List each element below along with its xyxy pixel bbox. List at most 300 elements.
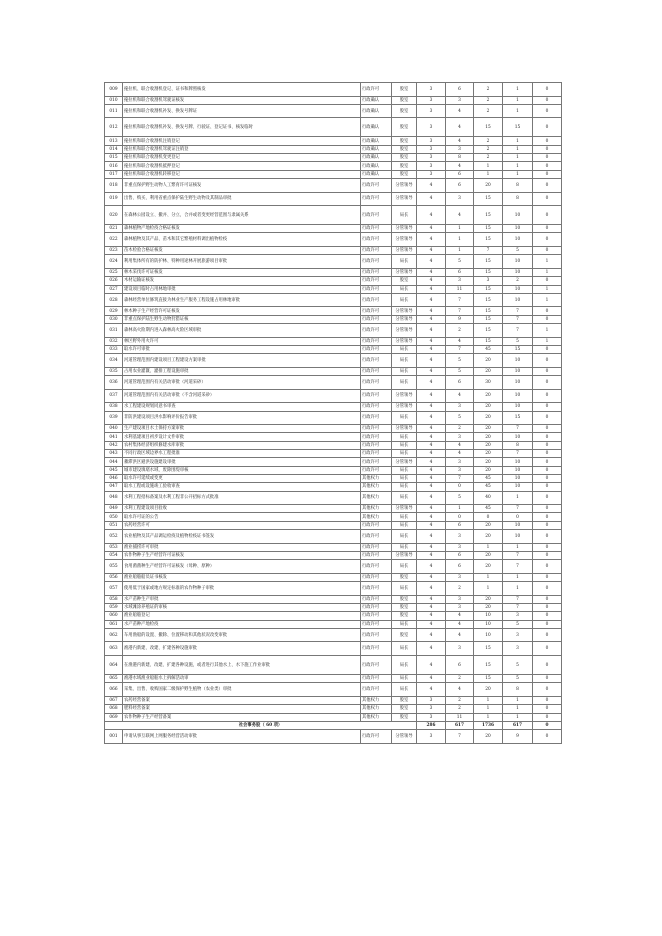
cell-type: 行政许可 [361,441,392,449]
cell-c: 10 [474,628,503,642]
cell-c: 20 [474,403,503,411]
cell-e: 0 [533,604,562,612]
cell-b: 4 [446,162,474,170]
cell-no: 015 [105,154,123,162]
cell-no: 045 [105,466,123,474]
cell-e: 0 [533,675,562,683]
cell-name: 水利工程招标备案及水利工程非公开招标方式批准 [123,491,361,505]
cell-c: 1 [474,543,503,551]
table-row [105,367,562,375]
cell-name: 农业植物及其产品调运检疫及植物检疫证书签发 [123,530,361,544]
cell-a: 4 [417,425,446,433]
cell-e: 0 [533,403,562,411]
cell-level: 分管领导 [392,307,417,315]
cell-level: 局长 [392,582,417,596]
cell-type: 行政许可 [361,83,392,97]
cell-c: 15 [474,656,503,675]
cell-no: 051 [105,521,123,529]
cell-level: 股室 [392,104,417,118]
table-row [105,483,562,491]
cell-level: 分管领导 [392,315,417,323]
cell-level: 分管领导 [392,337,417,345]
cell-level: 局长 [392,656,417,675]
cell-no: 054 [105,551,123,559]
cell-d: 15 [503,345,533,353]
table-row [105,595,562,603]
cell-d: 3 [503,612,533,620]
cell-d: 10 [503,285,533,293]
cell-d: 10 [503,225,533,233]
cell-b: 3 [446,458,474,466]
cell-name: 申请从事互联网上网服务经营活动审批 [123,730,361,744]
cell-name: 拖拉机和联合收割机补发、换发号牌证 [123,104,361,118]
cell-c: 2 [474,137,503,145]
cell-name: 林木采伐许可证核发 [123,268,361,276]
cell-a: 4 [417,675,446,683]
table-row [105,293,562,307]
cell-d: 10 [503,293,533,307]
cell-e: 0 [533,530,562,544]
cell-a: 3 [417,104,446,118]
cell-name: 出售、购买、利用省重点保护陆生野生动物及其制品审批 [123,192,361,206]
cell-c: 15 [474,315,503,323]
cell-b: 11 [446,285,474,293]
cell-level: 股室 [392,154,417,162]
cell-a: 4 [417,376,446,390]
table-row [105,178,562,192]
cell-a: 4 [417,337,446,345]
cell-level: 局长 [392,483,417,491]
cell-level: 股室 [392,96,417,104]
cell-a: 4 [417,551,446,559]
cell-b: 3 [446,573,474,581]
cell-name: 拖拉机和联合收割机注销登记 [123,137,361,145]
cell-c: 2 [474,104,503,118]
cell-e: 0 [533,247,562,255]
cell-level: 分管领导 [392,178,417,192]
cell-d: 10 [503,403,533,411]
cell-type: 其他权力 [361,696,392,704]
cell-d: 10 [503,367,533,375]
cell-no: 017 [105,170,123,178]
cell-e: 0 [533,656,562,675]
cell-a: 4 [417,543,446,551]
cell-e: 0 [533,642,562,656]
table-row [105,137,562,145]
cell-e: 0 [533,521,562,529]
cell-b: 4 [446,450,474,458]
cell-d: 10 [503,521,533,529]
cell-c: 10 [474,620,503,628]
cell-name: 使用低于国家或地方规定标准的农作物种子审批 [123,582,361,596]
cell-c: 20 [474,367,503,375]
cell-type: 其他权力 [361,513,392,521]
cell-level: 股室 [392,705,417,713]
cell-e: 0 [533,145,562,153]
cell-level: 局长 [392,206,417,225]
cell-a: 3 [417,118,446,137]
cell-level: 局长 [392,642,417,656]
cell-a: 3 [417,162,446,170]
cell-type: 行政许可 [361,433,392,441]
cell-a: 4 [417,474,446,482]
table-row [105,307,562,315]
cell-b: 5 [446,491,474,505]
table-row [105,145,562,153]
cell-name: 拖拉机和联合收割机驾驶证核发 [123,96,361,104]
cell-name: 在渔港内新建、改建、扩建各种设施，或者进行其他水上、水下施工作业审批 [123,656,361,675]
cell-no: 049 [105,505,123,513]
cell-c: 15 [474,293,503,307]
cell-name: 拖拉机和联合收割机补发、换发号牌、行驶证、登记证书、核发临时 [123,118,361,137]
cell-no: 031 [105,324,123,338]
cell-b: 4 [446,118,474,137]
cell-b: 5 [446,354,474,368]
cell-level: 分管领导 [392,268,417,276]
cell-b: 3 [446,530,474,544]
cell-d: 9 [503,730,533,744]
cell-level: 股室 [392,145,417,153]
cell-level: 分管领导 [392,389,417,403]
summary-row [105,721,562,729]
cell-level: 股室 [392,713,417,721]
cell-name: 水产苗种产地检疫 [123,620,361,628]
cell-type: 行政确认 [361,96,392,104]
cell-name: 苗木检验合格证核发 [123,247,361,255]
cell-c: 15 [474,675,503,683]
cell-d: 1 [503,170,533,178]
cell-level: 分管领导 [392,324,417,338]
cell-type: 行政许可 [361,675,392,683]
cell-type: 行政许可 [361,178,392,192]
cell-no: 022 [105,233,123,247]
cell-type: 行政许可 [361,560,392,574]
cell-c: 10 [474,612,503,620]
cell-no: 056 [105,573,123,581]
cell-level: 股室 [392,573,417,581]
cell-e: 0 [533,560,562,574]
cell-no: 039 [105,411,123,425]
table-row [105,560,562,574]
cell-type: 行政许可 [361,255,392,269]
cell-e: 0 [533,595,562,603]
cell-level: 股室 [392,696,417,704]
cell-d: 8 [503,683,533,697]
cell-e: 1 [533,255,562,269]
cell-e: 0 [533,425,562,433]
cell-d: 5 [503,675,533,683]
cell-a: 4 [417,450,446,458]
cell-d: 7 [503,324,533,338]
cell-a: 4 [417,683,446,697]
cell-c: 45 [474,474,503,482]
cell-type: 行政许可 [361,233,392,247]
cell-name: 取水工程或设施竣工验收审查 [123,483,361,491]
cell-type: 其他权力 [361,705,392,713]
cell-d: 5 [503,337,533,345]
cell-d: 1 [503,96,533,104]
cell-no: 048 [105,491,123,505]
cell-e: 0 [533,367,562,375]
table-row [105,411,562,425]
cell-name: 蓄滞洪区避洪设施建设审批 [123,458,361,466]
cell-c: 15 [474,268,503,276]
cell-no: 016 [105,162,123,170]
table-row [105,403,562,411]
cell-b: 3 [446,604,474,612]
cell-no: 027 [105,285,123,293]
cell-no: 060 [105,612,123,620]
cell-d: 10 [503,530,533,544]
cell-no: 028 [105,293,123,307]
cell-no: 034 [105,354,123,368]
cell-d: 5 [503,656,533,675]
cell-b: 4 [446,104,474,118]
cell-e: 0 [533,620,562,628]
cell-c: 20 [474,604,503,612]
cell-e: 0 [533,376,562,390]
cell-name: 林木种子生产经营许可证核发 [123,307,361,315]
summary-label: 社会事务股（ 60 项） [105,721,417,729]
cell-b: 3 [446,192,474,206]
cell-a: 4 [417,411,446,425]
cell-name: 渔业船舶船员证书核发 [123,573,361,581]
cell-a: 4 [417,324,446,338]
cell-name: 肥料经营备案 [123,705,361,713]
cell-a: 4 [417,293,446,307]
cell-e: 0 [533,118,562,137]
cell-c: 20 [474,683,503,697]
cell-d: 10 [503,376,533,390]
cell-level: 分管领导 [392,225,417,233]
cell-no: 059 [105,604,123,612]
cell-d: 0 [503,513,533,521]
cell-a: 3 [417,96,446,104]
cell-a: 4 [417,345,446,353]
table-row [105,675,562,683]
cell-e: 0 [533,178,562,192]
cell-level: 股室 [392,595,417,603]
cell-level: 股室 [392,170,417,178]
table-row [105,337,562,345]
cell-no: 068 [105,705,123,713]
cell-type: 行政许可 [361,458,392,466]
cell-a: 4 [417,307,446,315]
cell-b: 3 [446,403,474,411]
cell-level: 局长 [392,255,417,269]
cell-name: 不同行政区域边界水工程批准 [123,450,361,458]
cell-c: 20 [474,530,503,544]
table-row [105,255,562,269]
cell-no: 014 [105,145,123,153]
cell-name: 森林植物及其产品、苗木和其它繁殖材料调出植物检疫 [123,233,361,247]
cell-name: 渔业船舶登记 [123,612,361,620]
cell-level: 局长 [392,433,417,441]
cell-e: 0 [533,573,562,581]
cell-a: 3 [417,713,446,721]
cell-no: 032 [105,337,123,345]
cell-c: 20 [474,730,503,744]
cell-no: 013 [105,137,123,145]
cell-b: 6 [446,170,474,178]
cell-name: 农作物种子生产经营备案 [123,713,361,721]
cell-d: 10 [503,474,533,482]
cell-type: 行政许可 [361,573,392,581]
cell-type: 行政许可 [361,683,392,697]
cell-b: 3 [446,543,474,551]
table-row [105,96,562,104]
table-row [105,225,562,233]
cell-b: 6 [446,560,474,574]
cell-a: 3 [417,154,446,162]
table-row [105,628,562,642]
cell-name: 森林经营单位修筑直接为林业生产服务工程设施占用林地审批 [123,293,361,307]
table-row [105,441,562,449]
cell-e: 0 [533,551,562,559]
cell-level: 局长 [392,376,417,390]
cell-d: 1 [503,137,533,145]
cell-a: 4 [417,530,446,544]
cell-b: 7 [446,345,474,353]
table-body [105,83,562,744]
cell-c: 20 [474,354,503,368]
cell-b: 6 [446,83,474,97]
table-row [105,277,562,285]
cell-a: 4 [417,491,446,505]
summary-d: 617 [503,721,533,729]
cell-a: 4 [417,604,446,612]
cell-d: 3 [503,628,533,642]
cell-b: 0 [446,483,474,491]
cell-no: 023 [105,247,123,255]
cell-type: 行政许可 [361,192,392,206]
cell-c: 0 [474,513,503,521]
cell-c: 1 [474,162,503,170]
cell-e: 1 [533,337,562,345]
cell-a: 4 [417,620,446,628]
cell-c: 3 [474,277,503,285]
cell-name: 渔业捕捞许可审批 [123,543,361,551]
cell-no: 035 [105,367,123,375]
cell-level: 局长 [392,683,417,697]
cell-name: 农村集体经济组织修建水库审批 [123,441,361,449]
cell-name: 农药经营许可 [123,521,361,529]
table-row [105,345,562,353]
cell-name: 拖拉机和联合收割机抵押登记 [123,162,361,170]
cell-level: 股室 [392,612,417,620]
table-row [105,513,562,521]
cell-level: 分管领导 [392,551,417,559]
cell-no: 042 [105,441,123,449]
table-row [105,604,562,612]
cell-type: 行政许可 [361,466,392,474]
cell-d: 10 [503,233,533,247]
cell-b: 2 [446,696,474,704]
cell-a: 4 [417,595,446,603]
cell-e: 0 [533,411,562,425]
cell-type: 行政确认 [361,162,392,170]
cell-c: 15 [474,324,503,338]
cell-c: 15 [474,118,503,137]
cell-d: 8 [503,178,533,192]
cell-e: 0 [533,466,562,474]
cell-b: 3 [446,145,474,153]
cell-no: 033 [105,345,123,353]
cell-type: 行政许可 [361,315,392,323]
table-row [105,206,562,225]
cell-c: 2 [474,83,503,97]
table-row [105,433,562,441]
cell-b: 1 [446,225,474,233]
table-row [105,730,562,744]
cell-d: 7 [503,307,533,315]
cell-type: 行政许可 [361,337,392,345]
cell-d: 5 [503,620,533,628]
cell-e: 0 [533,730,562,744]
cell-type: 行政许可 [361,376,392,390]
cell-e: 0 [533,628,562,642]
cell-e: 0 [533,458,562,466]
cell-e: 0 [533,315,562,323]
cell-no: 025 [105,268,123,276]
cell-no: 044 [105,458,123,466]
cell-name: 水利工程建设项目验收 [123,505,361,513]
cell-no: 058 [105,595,123,603]
cell-d: 1 [503,83,533,97]
cell-b: 4 [446,137,474,145]
cell-b: 2 [446,582,474,596]
cell-e: 0 [533,170,562,178]
cell-b: 5 [446,255,474,269]
cell-type: 行政许可 [361,628,392,642]
cell-e: 0 [533,192,562,206]
cell-a: 3 [417,170,446,178]
cell-no: 052 [105,530,123,544]
cell-type: 行政许可 [361,425,392,433]
cell-level: 局长 [392,491,417,505]
cell-name: 非重点保护陆生野生动物狩猎证核 [123,315,361,323]
cell-level: 局长 [392,620,417,628]
cell-type: 行政许可 [361,403,392,411]
cell-e: 0 [533,491,562,505]
cell-c: 45 [474,345,503,353]
cell-a: 3 [417,705,446,713]
cell-level: 分管领导 [392,505,417,513]
cell-e: 0 [533,104,562,118]
table-row [105,620,562,628]
cell-d: 1 [503,573,533,581]
cell-no: 010 [105,96,123,104]
cell-no: 024 [105,255,123,269]
cell-name: 取水许可延续或变更 [123,474,361,482]
cell-level: 局长 [392,513,417,521]
cell-b: 11 [446,713,474,721]
cell-e: 0 [533,96,562,104]
cell-d: 10 [503,458,533,466]
cell-level: 股室 [392,137,417,145]
cell-b: 7 [446,730,474,744]
cell-type: 行政确认 [361,170,392,178]
cell-no: 038 [105,403,123,411]
cell-level: 股室 [392,628,417,642]
cell-level: 股室 [392,162,417,170]
cell-c: 20 [474,458,503,466]
cell-no: 018 [105,178,123,192]
cell-name: 森林高火险期内进入森林高火险区域审批 [123,324,361,338]
cell-type: 行政许可 [361,612,392,620]
cell-no: 065 [105,675,123,683]
cell-b: 3 [446,466,474,474]
